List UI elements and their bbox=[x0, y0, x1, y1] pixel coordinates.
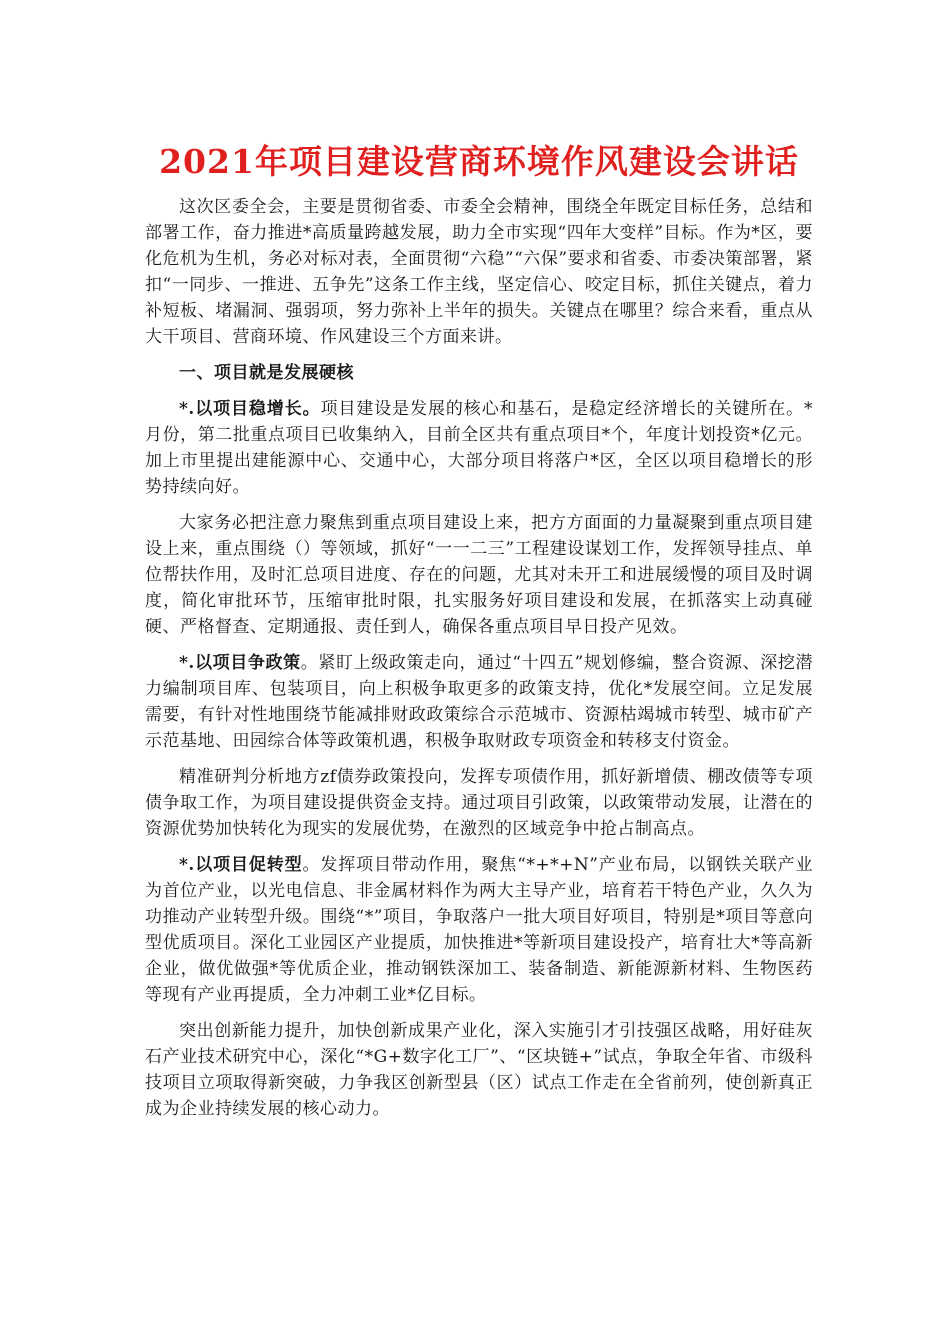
paragraph-lead: *.以项目稳增长。 bbox=[179, 399, 321, 419]
section-heading: 一、项目就是发展硬核 bbox=[179, 363, 354, 383]
paragraph-body: 。紧盯上级政策走向，通过“十四五”规划修编，整合资源、深挖潜力编制项目库、包装项目，向上积极争取更多的政策支持，优化*发展空间。立足发展需要，有针对性地围绕节能减排财政政策综合示范城市、资源枯竭城市转型、城市矿产示范基地、田园综合体等政策机遇，积极争取财政专项资金和转移支付资金。 bbox=[145, 653, 813, 751]
paragraph-lead: *.以项目争政策 bbox=[179, 653, 301, 673]
paragraph-body: 。发挥项目带动作用，聚焦“*+*+N”产业布局，以钢铁关联产业为首位产业，以光电信息、非金属材料作为两大主导产业，培育若干特色产业，久久为功推动产业转型升级。围绕“*”项目，争取落户一批大项目好项目，特别是*项目等意向型优质项目。深化工业园区产业提质，加快推进*等新项目建设投产，培育壮大*等高新企业，做优做强*等优质企业，推动钢铁深加工、装备制造、新能源新材料、生物医药等现有产业再提质，全力冲刺工业*亿目标。 bbox=[145, 855, 814, 1005]
intro-paragraph: 这次区委全会，主要是贯彻省委、市委全会精神，围绕全年既定目标任务，总结和部署工作，奋力推进*高质量跨越发展，助力全市实现“四年大变样”目标。作为*区，要化危机为生机，务必对标对表，全面贯彻“六稳”“六保”要求和省委、市委决策部署，紧扣“一同步、一推进、五争先”这条工作主线，坚定信心、咬定目标，抓住关键点，着力补短板、堵漏洞、强弱项，努力弥补上半年的损失。关键点在哪里？综合来看，重点从大干项目、营商环境、作风建设三个方面来讲。 bbox=[145, 197, 813, 347]
paragraph-project-transform bbox=[145, 852, 813, 1008]
paragraph-project-policy bbox=[145, 650, 813, 754]
paragraph-innovation: 突出创新能力提升，加快创新成果产业化，深入实施引才引技强区战略，用好硅灰石产业技术研究中心，深化“*G+数字化工厂”、“区块链+”试点，争取全年省、市级科技项目立项取得新突破，力争我区创新型县（区）试点工作走在全省前列，使创新真正成为企业持续发展的核心动力。 bbox=[145, 1021, 813, 1119]
paragraph-project-growth bbox=[145, 396, 813, 500]
paragraph-body: 项目建设是发展的核心和基石，是稳定经济增长的关键所在。*月份，第二批重点项目已收集纳入，目前全区共有重点项目*个，年度计划投资*亿元。加上市里提出建能源中心、交通中心，大部分项目将落户*区，全区以项目稳增长的形势持续向好。 bbox=[145, 399, 814, 497]
paragraph-bonds: 精准研判分析地方zf债券政策投向，发挥专项债作用，抓好新增债、棚改债等专项债争取工作，为项目建设提供资金支持。通过项目引政策，以政策带动发展，让潜在的资源优势加快转化为现实的发展优势，在激烈的区域竞争中抢占制高点。 bbox=[145, 767, 813, 839]
document-page bbox=[145, 140, 813, 1132]
document-title: 2021年项目建设营商环境作风建设会讲话 bbox=[159, 142, 799, 181]
paragraph-key-projects: 大家务必把注意力聚焦到重点项目建设上来，把方方面面的力量凝聚到重点项目建设上来，重点围绕（）等领域，抓好“一一二三”工程建设谋划工作，发挥领导挂点、单位帮扶作用，及时汇总项目进度、存在的问题，尤其对未开工和进展缓慢的项目及时调度，简化审批环节，压缩审批时限，扎实服务好项目建设和发展，在抓落实上动真碰硬、严格督查、定期通报、责任到人，确保各重点项目早日投产见效。 bbox=[145, 513, 813, 637]
paragraph-lead: *.以项目促转型 bbox=[179, 855, 303, 875]
